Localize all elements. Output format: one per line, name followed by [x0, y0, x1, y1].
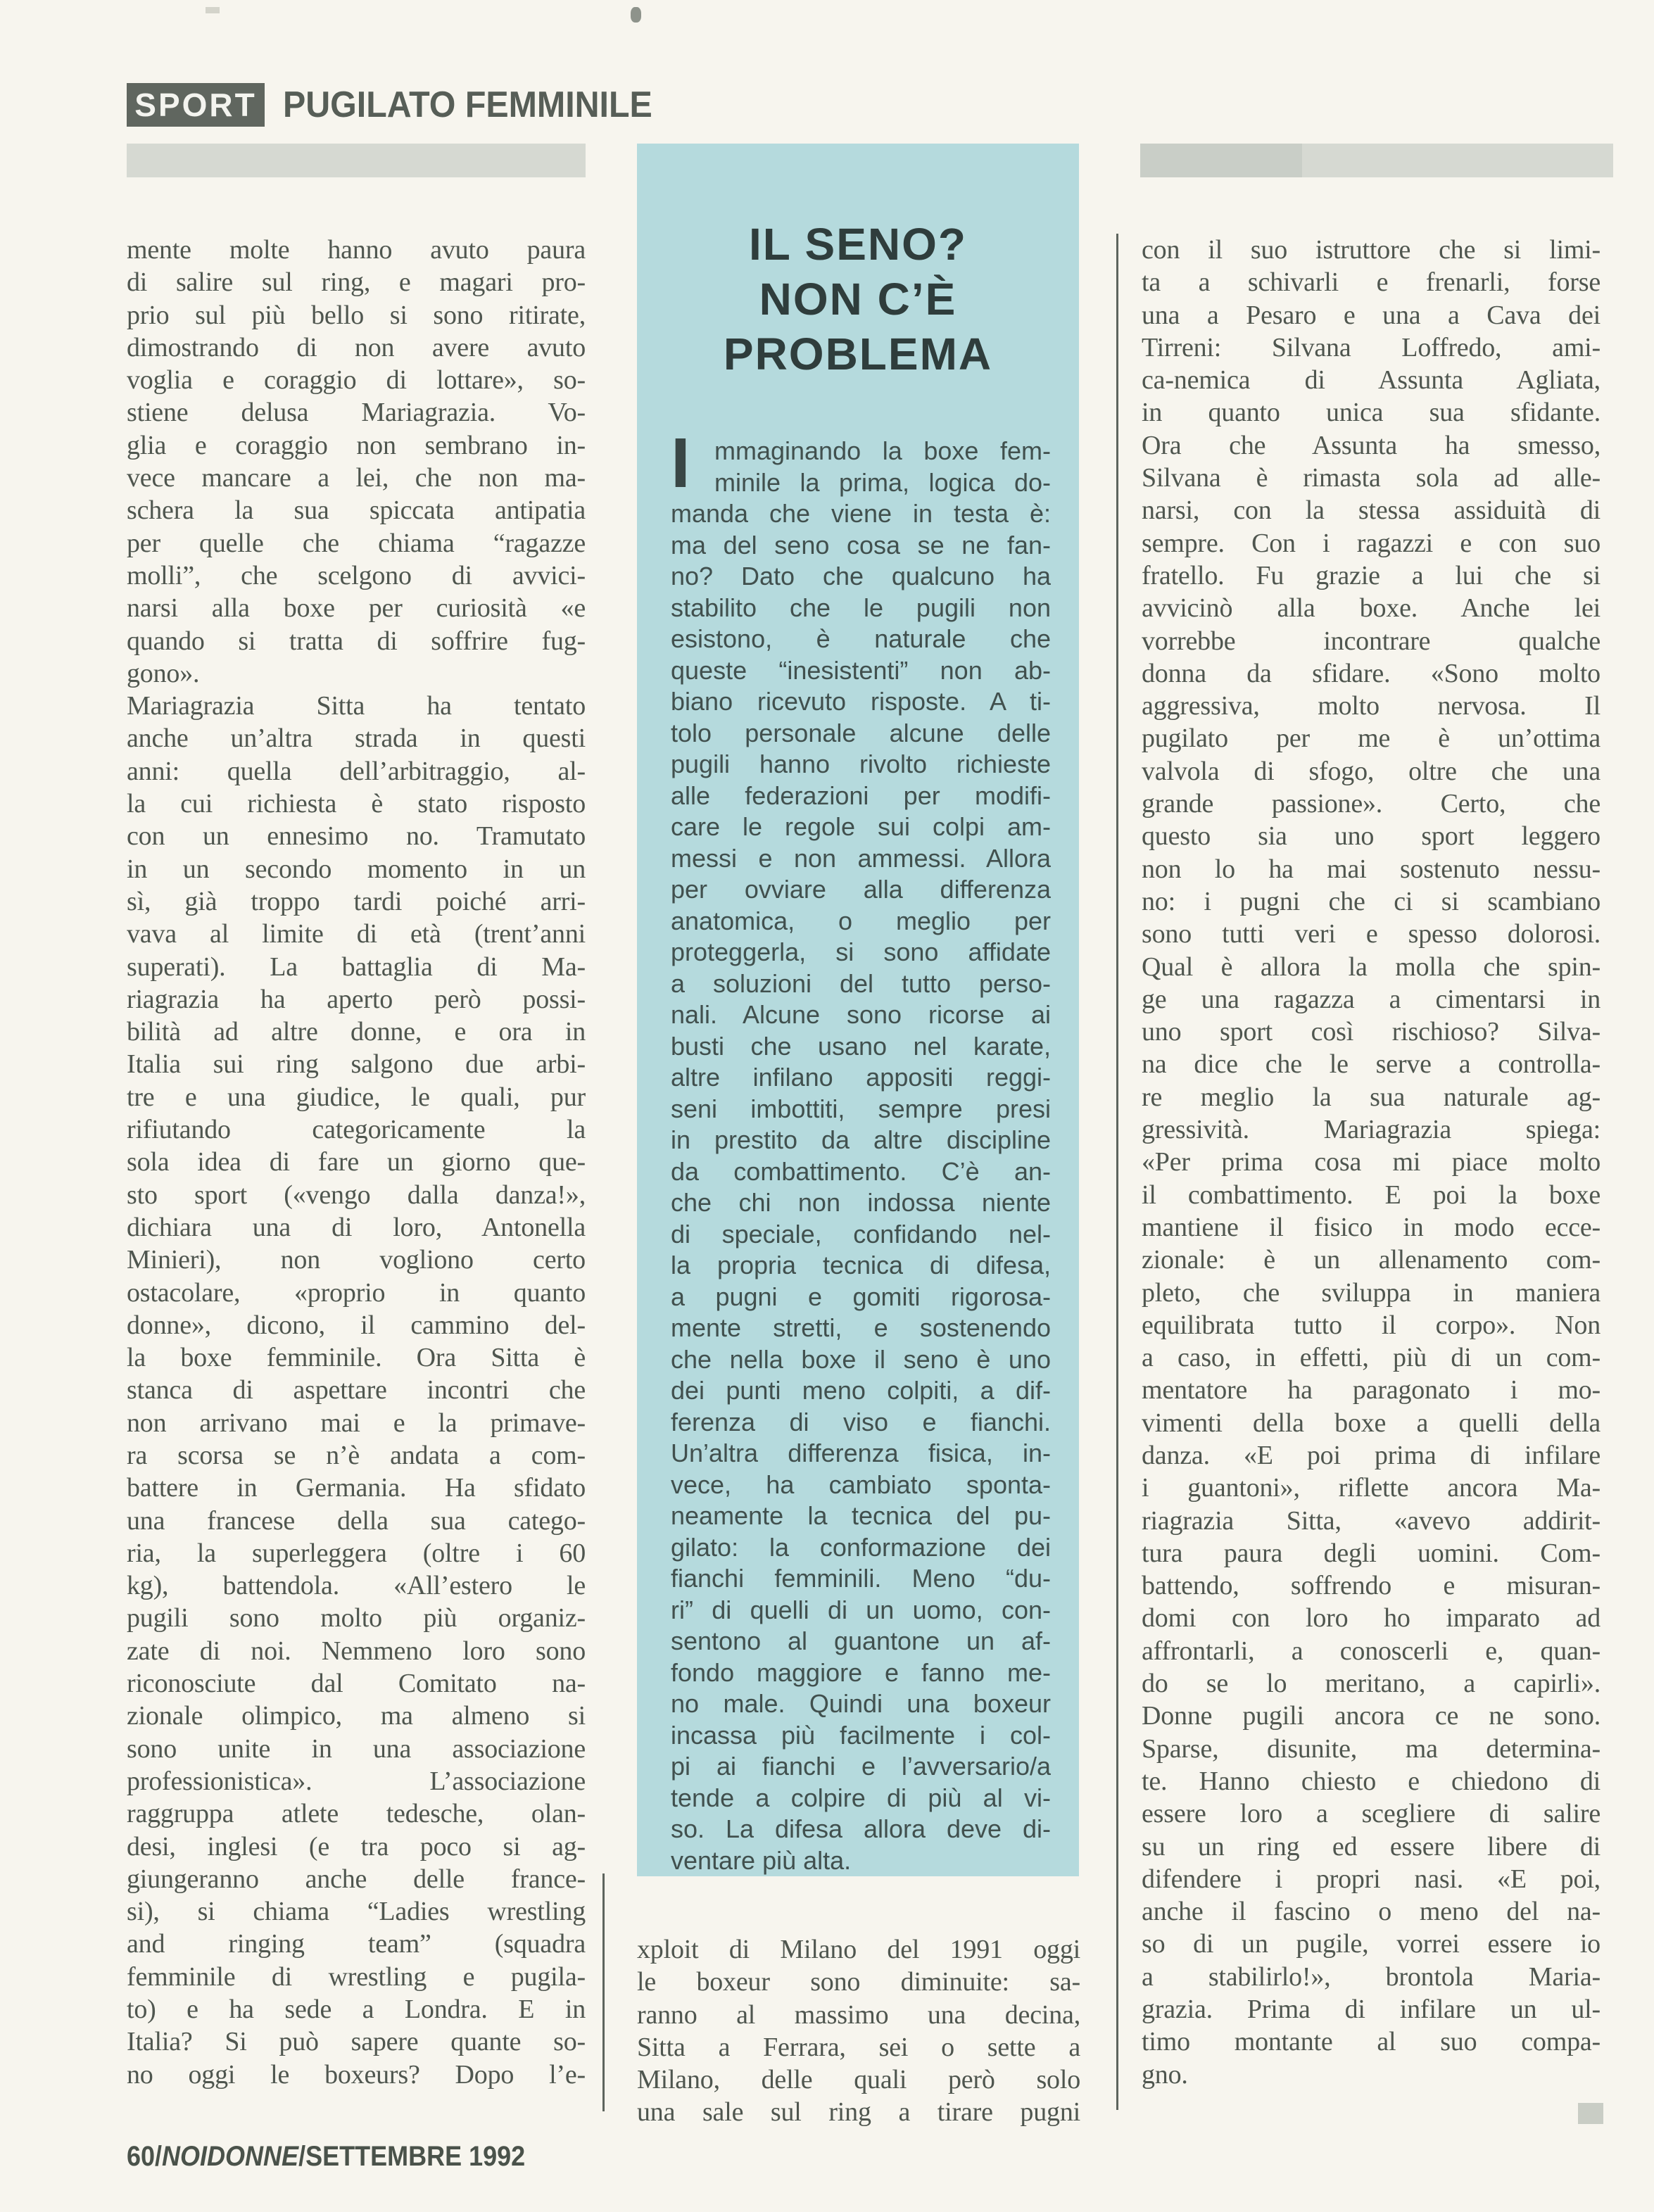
text-line: sono tutti veri e spesso dolorosi. — [1142, 919, 1601, 949]
text-line: so. La difesa allora deve di- — [671, 1814, 1051, 1843]
text-line: care le regole sui colpi am- — [671, 812, 1051, 841]
text-line: sola idea di fare un giorno que- — [127, 1147, 586, 1177]
text-line: riagrazia ha aperto però possi- — [127, 984, 586, 1014]
text-line: grande passione». Certo, che — [1142, 789, 1601, 819]
text-line: di speciale, confidando nel- — [671, 1219, 1051, 1249]
text-line: no male. Quindi una boxeur — [671, 1689, 1051, 1718]
text-line: proteggerla, si sono affidate — [671, 937, 1051, 966]
text-line: voglia e coraggio di lottare», so- — [127, 365, 586, 396]
text-line: a pugni e gomiti rigorosa- — [671, 1282, 1051, 1311]
text-line: tre e una giudice, le quali, pur — [127, 1082, 586, 1112]
text-line: neamente la tecnica del pu- — [671, 1501, 1051, 1530]
text-line: te. Hanno chiesto e chiedono di — [1142, 1766, 1601, 1796]
article-column-right — [1142, 234, 1601, 2091]
text-line: dichiara una di loro, Antonella — [127, 1212, 586, 1242]
text-line: aggressiva, molto nervosa. Il — [1142, 691, 1601, 721]
text-line: Sitta a Ferrara, sei o sette a — [637, 2032, 1080, 2062]
text-line: una sale sul ring a tirare pugni — [637, 2097, 1080, 2128]
text-line: la cui richiesta è stato risposto — [127, 789, 586, 819]
text-line: sono unite in una associazione — [127, 1733, 586, 1764]
text-line: in quanto unica sua sfidante. — [1142, 398, 1601, 428]
text-line: una a Pesaro e una a Cava dei — [1142, 300, 1601, 330]
text-line: professionistica». L’associazione — [127, 1766, 586, 1796]
text-line: biano ricevuto risposte. A ti- — [671, 687, 1051, 716]
text-line: anche il fascino o meno del na- — [1142, 1897, 1601, 1927]
text-line: glia e coraggio non sembrano in- — [127, 430, 586, 460]
text-line: donna da sfidare. «Sono molto — [1142, 658, 1601, 688]
text-line: schera la sua spiccata antipatia — [127, 495, 586, 526]
text-line: una francese della sua catego- — [127, 1505, 586, 1536]
page-rubric: PUGILATO FEMMINILE — [283, 84, 652, 125]
text-line: difendere i propri nasi. «E poi, — [1142, 1864, 1601, 1894]
text-line: in un secondo momento in un — [127, 854, 586, 884]
text-line: «Per prima cosa mi piace molto — [1142, 1147, 1601, 1177]
divider-bar-shade — [1140, 144, 1302, 177]
text-line: riconosciute dal Comitato na- — [127, 1669, 586, 1699]
text-line: equilibrata tutto il corpo». Non — [1142, 1310, 1601, 1340]
text-line: raggruppa atlete tedesche, olan- — [127, 1799, 586, 1829]
text-line: altre infilano appositi reggi- — [671, 1063, 1051, 1092]
text-line: in prestito da altre discipline — [671, 1125, 1051, 1154]
sidebar-title — [637, 217, 1079, 381]
text-line: tende a colpire di più al vi- — [671, 1783, 1051, 1812]
sidebar-box — [637, 144, 1079, 1876]
text-line: superati). La battaglia di Ma- — [127, 952, 586, 982]
end-of-article-marker — [1578, 2103, 1603, 2124]
footer-issue: /SETTEMBRE 1992 — [298, 2141, 526, 2172]
text-line: Italia sui ring salgono due arbi- — [127, 1049, 586, 1080]
text-line: il combattimento. E poi la boxe — [1142, 1180, 1601, 1210]
text-line: con il suo istruttore che si limi- — [1142, 235, 1601, 265]
text-line: fondo maggiore e fanno me- — [671, 1657, 1051, 1687]
text-line: gno. — [1142, 2059, 1188, 2090]
text-line: vece mancare a lei, che non ma- — [127, 463, 586, 493]
text-line: vimenti della boxe a quelli della — [1142, 1408, 1601, 1438]
text-line: femminile di wrestling e pugila- — [127, 1961, 586, 1992]
text-line: si), si chiama “Ladies wrestling — [127, 1897, 586, 1927]
text-line: vece, ha cambiato sponta- — [671, 1470, 1051, 1499]
text-line: gono». — [127, 658, 200, 688]
text-line: anatomica, o meglio per — [671, 906, 1051, 935]
text-line: zate di noi. Nemmeno loro sono — [127, 1636, 586, 1666]
text-line: stiene delusa Mariagrazia. Vo- — [127, 398, 586, 428]
text-line: donne», dicono, il cammino del- — [127, 1310, 586, 1340]
text-line: dei punti meno colpiti, a dif- — [671, 1376, 1051, 1405]
text-line: ma del seno cosa se ne fan- — [671, 530, 1051, 560]
text-line: rifiutando categoricamente la — [127, 1115, 586, 1145]
scan-speck — [631, 7, 641, 23]
text-line: busti che usano nel karate, — [671, 1031, 1051, 1061]
text-line: pi ai fianchi e l’avversario/a — [671, 1752, 1051, 1781]
text-line: na dice che le serve a controlla- — [1142, 1049, 1601, 1080]
footer-page-number: 60/ — [127, 2141, 163, 2172]
text-line: tura paura degli uomini. Com- — [1142, 1538, 1601, 1568]
text-line: dimostrando di non avere avuto — [127, 332, 586, 362]
page-footer — [127, 2141, 525, 2173]
text-line: Mariagrazia Sitta ha tentato — [127, 691, 586, 721]
text-line: ri” di quelli di un uomo, con- — [671, 1595, 1051, 1624]
section-badge: SPORT — [127, 83, 265, 127]
text-line: gilato: la conformazione dei — [671, 1532, 1051, 1562]
text-line: ca-nemica di Assunta Agliata, — [1142, 365, 1601, 396]
text-line: Minieri), non vogliono certo — [127, 1245, 586, 1275]
text-line: pugili hanno rivolto richieste — [671, 750, 1051, 778]
text-line: manda che viene in testa è: — [671, 499, 1051, 528]
text-line: narsi, con la stessa assiduità di — [1142, 495, 1601, 526]
text-line: i guantoni», riflette ancora Ma- — [1142, 1473, 1601, 1503]
text-line: la boxe femminile. Ora Sitta è — [127, 1343, 586, 1373]
text-line: ge una ragazza a cimentarsi in — [1142, 984, 1601, 1014]
text-line: esistono, è naturale che — [671, 624, 1051, 653]
text-line: a caso, in effetti, più di un com- — [1142, 1343, 1601, 1373]
text-line: and ringing team” (squadra — [127, 1929, 586, 1959]
text-line: Qual è allora la molla che spin- — [1142, 952, 1601, 982]
text-line: giungeranno anche delle france- — [127, 1864, 586, 1894]
text-line: non arrivano mai e la primave- — [127, 1408, 586, 1438]
text-line: re meglio la sua naturale ag- — [1142, 1082, 1601, 1112]
text-line: fratello. Fu grazie a lui che si — [1142, 560, 1601, 590]
text-line: no? Dato che qualcuno ha — [671, 562, 1051, 590]
footer-magazine-name: NOIDONNE — [162, 2141, 299, 2172]
text-line: alle federazioni per modifi- — [671, 780, 1051, 810]
text-line: incassa più facilmente i col- — [671, 1720, 1051, 1750]
text-line: su un ring ed essere libere di — [1142, 1831, 1601, 1862]
text-line: a soluzioni del tutto perso- — [671, 968, 1051, 998]
text-line: che nella boxe il seno è uno — [671, 1344, 1051, 1374]
text-line: la propria tecnica di difesa, — [671, 1251, 1051, 1279]
text-line: timo montante al suo compa- — [1142, 2027, 1601, 2057]
scan-speck — [206, 7, 220, 13]
text-line: mantiene il fisico in modo ecce- — [1142, 1212, 1601, 1242]
text-line: narsi alla boxe per curiosità «e — [127, 593, 586, 624]
text-line: kg), battendola. «All’estero le — [127, 1571, 586, 1601]
text-line: grazia. Prima di infilare un ul- — [1142, 1995, 1601, 2025]
text-line: stabilito che le pugili non — [671, 593, 1051, 622]
text-line: affrontarli, a conoscerli e, quan- — [1142, 1636, 1601, 1666]
text-line: avvicinò alla boxe. Anche lei — [1142, 593, 1601, 624]
text-line: questo sia uno sport leggero — [1142, 821, 1601, 852]
text-line: per ovviare alla differenza — [671, 875, 1051, 904]
text-line: danza. «E poi prima di infilare — [1142, 1440, 1601, 1470]
text-line: quando si tratta di soffrire fug- — [127, 626, 586, 656]
text-line: nali. Alcune sono ricorse ai — [671, 1000, 1051, 1029]
text-line: Un’altra differenza fisica, in- — [671, 1439, 1051, 1467]
text-line: Italia? Si può sapere quante so- — [127, 2027, 586, 2057]
text-line: no oggi le boxeurs? Dopo l’e- — [127, 2059, 586, 2090]
text-line: vorrebbe incontrare qualche — [1142, 626, 1601, 656]
text-line: tolo personale alcune delle — [671, 718, 1051, 747]
text-line: Ora che Assunta ha smesso, — [1142, 430, 1601, 460]
text-line: non lo ha mai sostenuto nessu- — [1142, 854, 1601, 884]
text-line: battere in Germania. Ha sfidato — [127, 1473, 586, 1503]
text-line: sentono al guantone un af- — [671, 1626, 1051, 1655]
text-line: ferenza di viso e fianchi. — [671, 1407, 1051, 1436]
text-line: Tirreni: Silvana Loffredo, ami- — [1142, 332, 1601, 362]
text-line: no: i pugni che ci si scambiano — [1142, 886, 1601, 916]
text-line: zionale: è un allenamento com- — [1142, 1245, 1601, 1275]
text-line: Sparse, disunite, ma determina- — [1142, 1733, 1601, 1764]
text-line: che chi non indossa niente — [671, 1188, 1051, 1217]
text-line: ostacolare, «proprio in quanto — [127, 1277, 586, 1308]
text-line: prio sul più bello si sono ritirate, — [127, 300, 586, 330]
sidebar-title-line: PROBLEMA — [723, 329, 993, 379]
column-rule-left — [602, 1873, 605, 2111]
text-line: sto sport («vengo dalla danza!», — [127, 1180, 586, 1210]
divider-bar-left — [127, 144, 586, 177]
text-line: mente stretti, e sostenendo — [671, 1313, 1051, 1342]
text-line: mentatore ha paragonato i mo- — [1142, 1375, 1601, 1405]
text-line: valvola di sfogo, oltre che una — [1142, 756, 1601, 786]
text-line: desi, inglesi (e tra poco si ag- — [127, 1831, 586, 1862]
text-line: ria, la superleggera (oltre i 60 — [127, 1538, 586, 1568]
text-line: seni imbottiti, sempre presi — [671, 1094, 1051, 1123]
text-line: riagrazia Sitta, «avevo addirit- — [1142, 1505, 1601, 1536]
drop-cap: I — [671, 424, 690, 503]
text-line: di salire sul ring, e magari pro- — [127, 267, 586, 298]
text-line: ra scorsa se n’è andata a com- — [127, 1440, 586, 1470]
text-line: battendo, soffrendo e misuran- — [1142, 1571, 1601, 1601]
text-line: to) e ha sede a Londra. E in — [127, 1995, 586, 2025]
text-line: pugili sono molto più organiz- — [127, 1603, 586, 1633]
column-rule-right — [1116, 234, 1118, 2110]
text-line: Silvana è rimasta sola ad alle- — [1142, 463, 1601, 493]
text-line: stanca di aspettare incontri che — [127, 1375, 586, 1405]
text-line: con un ennesimo no. Tramutato — [127, 821, 586, 852]
text-line: anni: quella dell’arbitraggio, al- — [127, 756, 586, 786]
article-column-left — [127, 234, 586, 2091]
text-line: vava al limite di età (trent’anni — [127, 919, 586, 949]
text-line: queste “inesistenti” non ab- — [671, 655, 1051, 685]
text-line: ventare più alta. — [671, 1845, 852, 1875]
text-line: ta a schivarli e frenarli, forse — [1142, 267, 1601, 298]
sidebar-title-line: NON C’È — [759, 274, 957, 324]
text-line: messi e non ammessi. Allora — [671, 843, 1051, 873]
text-line: do se lo meritano, a capirli». — [1142, 1669, 1601, 1699]
text-line: domi con loro ho imparato ad — [1142, 1603, 1601, 1633]
article-column-middle-bottom — [637, 1933, 1080, 2129]
sidebar-title-line: IL SENO? — [749, 219, 967, 270]
text-line: gressività. Mariagrazia spiega: — [1142, 1115, 1601, 1145]
text-line: le boxeur sono diminuite: sa- — [637, 1967, 1080, 1997]
text-line: Milano, delle quali però solo — [637, 2065, 1080, 2095]
text-line: minile la prima, logica do- — [714, 467, 1051, 497]
text-line: sempre. Con i ragazzi e con suo — [1142, 528, 1601, 558]
text-line: Donne pugili ancora ce ne sono. — [1142, 1701, 1601, 1731]
text-line: anche un’altra strada in questi — [127, 723, 586, 754]
text-line: sì, già troppo tardi poiché arri- — [127, 886, 586, 916]
text-line: essere loro a scegliere di salire — [1142, 1799, 1601, 1829]
sidebar-body — [671, 436, 1051, 1876]
text-line: pleto, che sviluppa in maniera — [1142, 1277, 1601, 1308]
text-line: per quelle che chiama “ragazze — [127, 528, 586, 558]
text-line: da combattimento. C’è an- — [671, 1156, 1051, 1186]
divider-bar-right — [1140, 144, 1613, 177]
text-line: pugilato per me è un’ottima — [1142, 723, 1601, 754]
text-line: so di un pugile, vorrei essere io — [1142, 1929, 1601, 1959]
text-line: zionale olimpico, ma almeno si — [127, 1701, 586, 1731]
text-line: molli”, che scelgono di avvici- — [127, 560, 586, 590]
text-line: xploit di Milano del 1991 oggi — [637, 1935, 1080, 1964]
text-line: fianchi femminili. Meno “du- — [671, 1564, 1051, 1593]
text-line: uno sport così rischioso? Silva- — [1142, 1017, 1601, 1047]
text-line: bilità ad altre donne, e ora in — [127, 1017, 586, 1047]
text-line: a stabilirlo!», brontola Maria- — [1142, 1961, 1601, 1992]
text-line: mmaginando la boxe fem- — [714, 436, 1051, 465]
text-line: mente molte hanno avuto paura — [127, 235, 586, 265]
text-line: ranno al massimo una decina, — [637, 1999, 1080, 2030]
